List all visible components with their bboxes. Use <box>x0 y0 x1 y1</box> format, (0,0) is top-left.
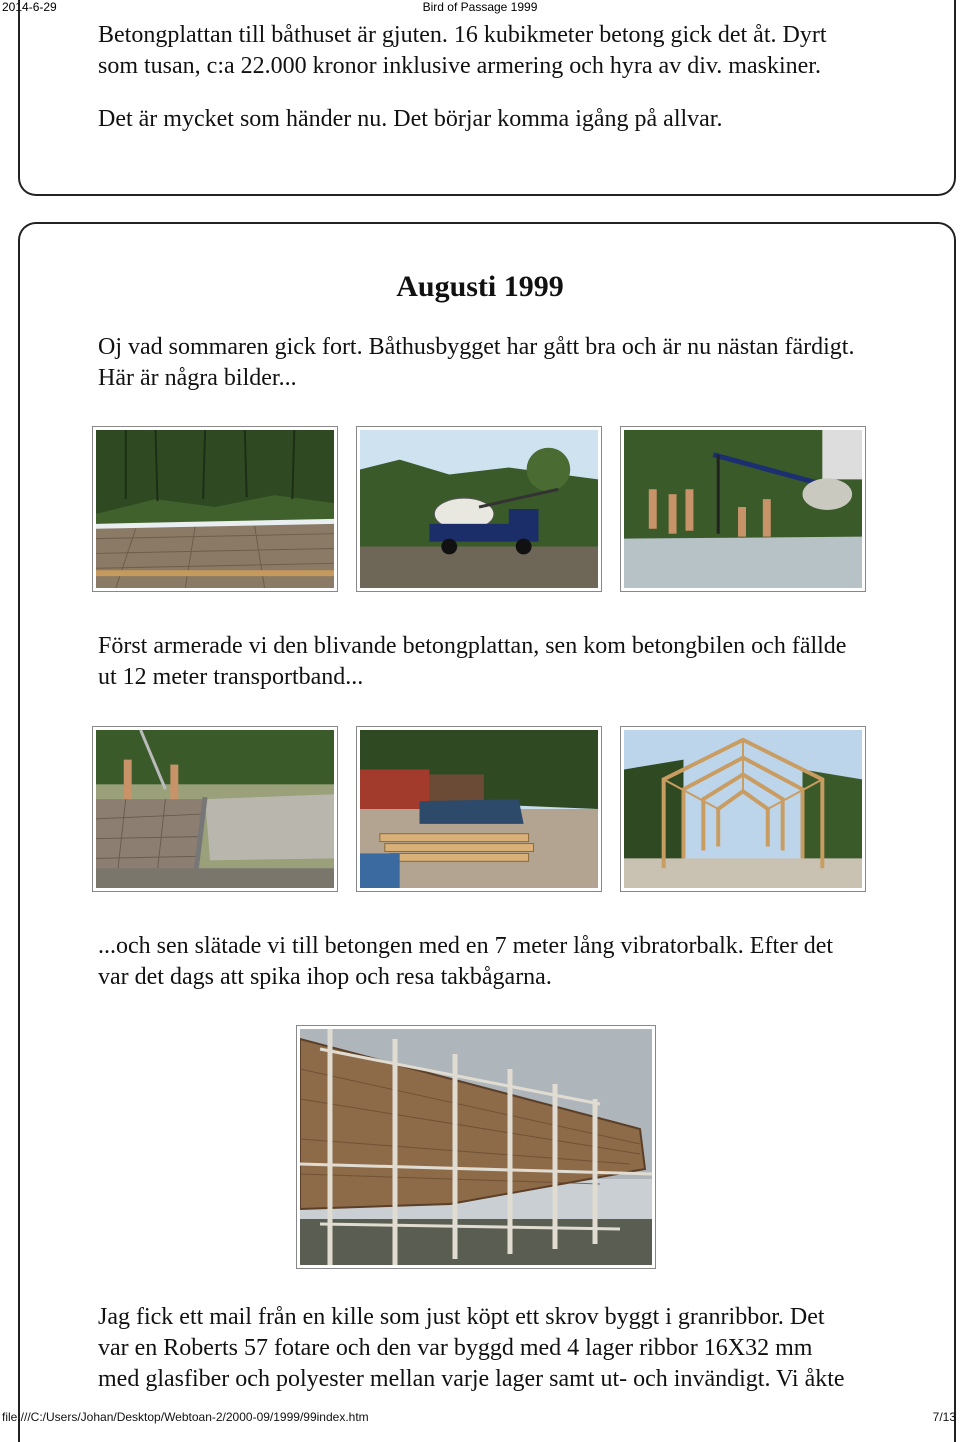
caption-1 <box>98 631 918 693</box>
text-line: var en Roberts 57 fotare och den var byggd med 4 lager ribbor 16X32 mm <box>98 1335 813 1361</box>
entry-text-july <box>98 20 918 135</box>
text-line: Oj vad sommaren gick fort. Båthusbygget har gått bra och är nu nästan färdigt. <box>98 334 855 360</box>
photo-rebar-slab <box>92 426 338 592</box>
page-number: 7/13 <box>932 1410 956 1424</box>
text-line: var det dags att spika ihop och resa takbågarna. <box>98 964 552 990</box>
page-footer <box>0 1410 960 1426</box>
text-line: Jag fick ett mail från en kille som just köpt ett skrov byggt i granribbor. Det <box>98 1304 825 1330</box>
text-line: ...och sen slätade vi till betongen med en 7 meter lång vibratorbalk. Efter det <box>98 933 834 959</box>
caption-2 <box>98 931 918 993</box>
photo-lumber-stack <box>356 726 602 892</box>
text-line: som tusan, c:a 22.000 kronor inklusive armering och hyra av div. maskiner. <box>98 53 821 79</box>
photo-roof-arches <box>620 726 866 892</box>
august-intro <box>98 332 918 394</box>
text-line: Det är mycket som händer nu. Det börjar komma igång på allvar. <box>98 106 723 132</box>
print-date: 2014-6-29 <box>2 0 57 14</box>
text-line: Betongplattan till båthuset är gjuten. 16 kubikmeter betong gick det åt. Dyrt <box>98 22 827 48</box>
document-title: Bird of Passage 1999 <box>422 0 538 14</box>
photo-boat-hull <box>296 1025 656 1269</box>
photo-pouring-concrete <box>620 426 866 592</box>
text-line: Här är några bilder... <box>98 365 297 391</box>
file-path: file:///C:/Users/Johan/Desktop/Webtoan-2/2000-09/1999/99index.htm <box>2 1410 369 1424</box>
photo-vibrator-beam <box>92 726 338 892</box>
caption-3 <box>98 1302 918 1395</box>
text-line: Först armerade vi den blivande betongplattan, sen kom betongbilen och fällde <box>98 633 847 659</box>
section-title: Augusti 1999 <box>396 270 564 303</box>
photo-concrete-truck <box>356 426 602 592</box>
text-line: med glasfiber och polyester mellan varje lager samt ut- och invändigt. Vi åkte <box>98 1366 845 1392</box>
text-line: ut 12 meter transportband... <box>98 664 364 690</box>
